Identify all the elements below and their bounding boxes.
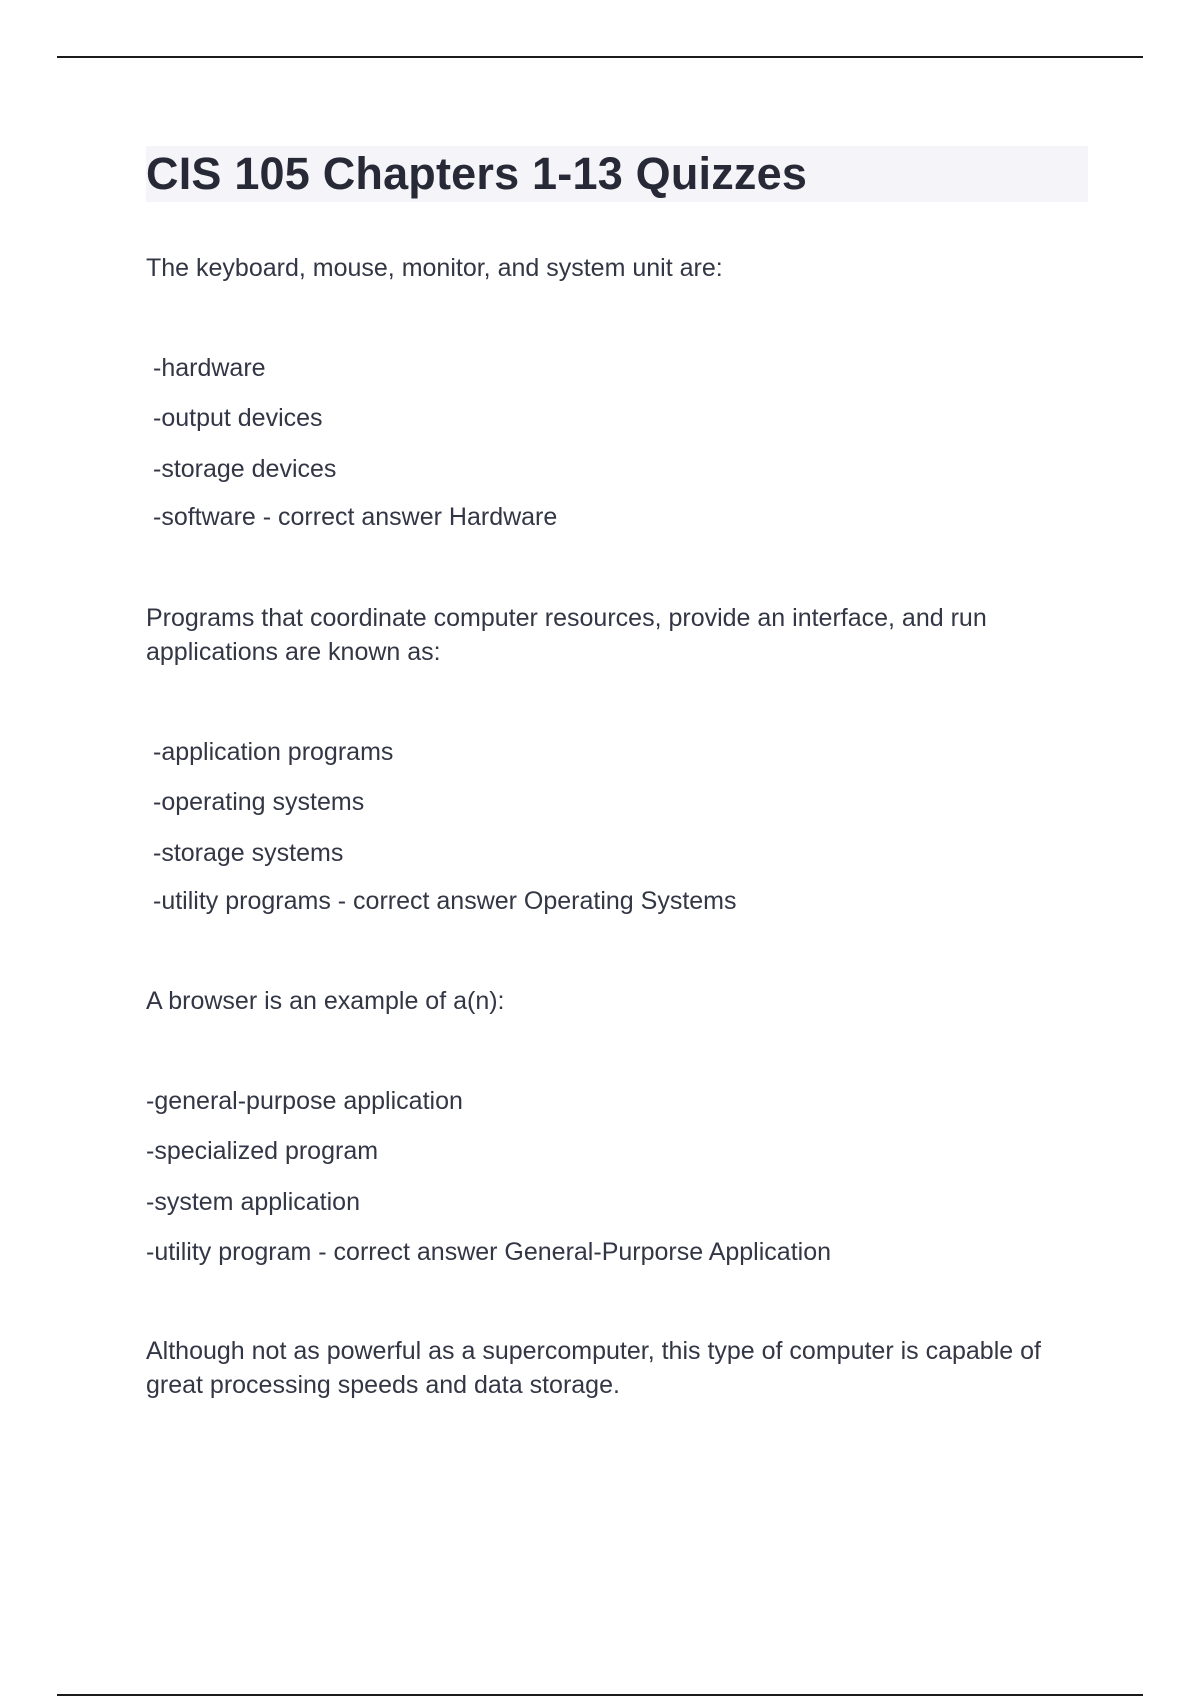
question-3-option-3: -system application: [146, 1188, 360, 1216]
question-1-prompt: The keyboard, mouse, monitor, and system unit are:: [146, 254, 723, 282]
question-3-option-1: -general-purpose application: [146, 1087, 463, 1115]
question-1-option-1: -hardware: [153, 354, 266, 382]
question-1-option-2: -output devices: [153, 404, 323, 432]
question-2-option-3: -storage systems: [153, 839, 344, 867]
question-2-prompt: Programs that coordinate computer resources, provide an interface, and run applications are known as:: [146, 604, 987, 666]
question-4-prompt: Although not as powerful as a supercomputer, this type of computer is capable of great processing speeds and data storage.: [146, 1337, 1041, 1399]
question-2-option-1: -application programs: [153, 738, 394, 766]
question-3-option-4-answer: -utility program - correct answer General-Purporse Application: [146, 1238, 831, 1266]
document-title: CIS 105 Chapters 1-13 Quizzes: [146, 148, 808, 199]
question-3-prompt: A browser is an example of a(n):: [146, 987, 505, 1015]
question-2-option-2: -operating systems: [153, 788, 365, 816]
bottom-rule: [57, 1694, 1143, 1696]
question-3-option-2: -specialized program: [146, 1137, 379, 1165]
question-1-option-4-answer: -software - correct answer Hardware: [153, 503, 558, 531]
question-1-option-3: -storage devices: [153, 455, 337, 483]
top-rule: [57, 56, 1143, 58]
question-2-option-4-answer: -utility programs - correct answer Operating Systems: [153, 887, 737, 915]
